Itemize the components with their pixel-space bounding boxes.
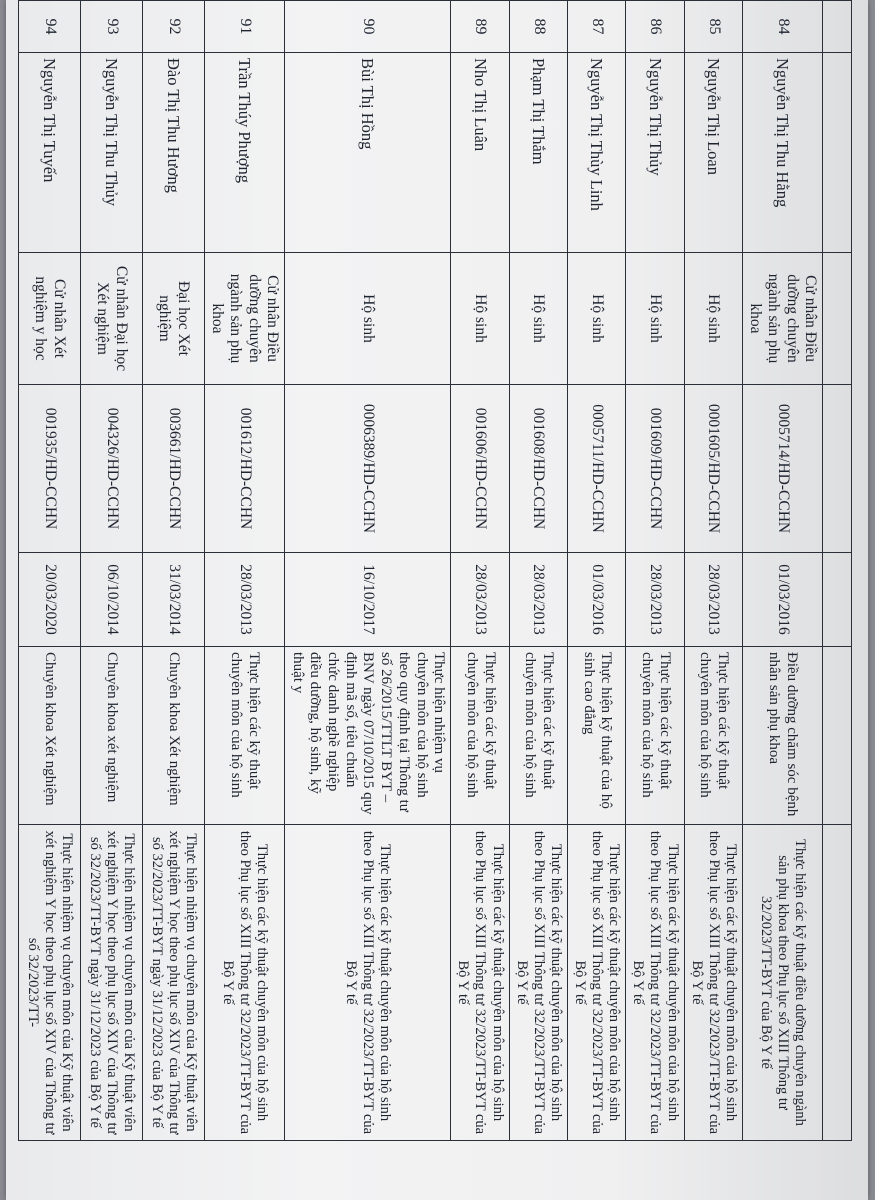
table-row bbox=[567, 1, 625, 1141]
certificate-number: 0005711/HD-CCHN bbox=[567, 385, 625, 553]
row-number: 85 bbox=[684, 1, 742, 53]
certificate-number: 001606/HD-CCHN bbox=[451, 385, 509, 553]
qualification: Cử nhân Xét nghiệm y học bbox=[18, 253, 80, 385]
qualification: Cử nhân Đại học Xét nghiệm bbox=[80, 253, 142, 385]
certificate-number: 004326/HD-CCHN bbox=[80, 385, 142, 553]
staff-name: Trần Thúy Phượng bbox=[204, 53, 284, 253]
qualification: Hộ sinh bbox=[684, 253, 742, 385]
practice-scope: Thực hiện các kỹ thuật điều dưỡng chuyên ngành sản phụ khoa theo Phụ lục số XIII Thông tư 32/2023/TT-BYT của Bộ Y tế bbox=[742, 825, 822, 1141]
issue-date: 28/03/2013 bbox=[204, 553, 284, 647]
table-row bbox=[742, 1, 822, 1141]
specialty: Thực hiện các kỹ thuật chuyên môn của hộ sinh bbox=[509, 647, 567, 825]
practice-scope: Thực hiện nhiệm vụ chuyên môn của Kỹ thuật viên xét nghiệm Y học theo phụ lục số XIV của Thông tư số 32/2023/TT-BYT ngày 31/12/2023 của Bộ Y tế bbox=[80, 825, 142, 1141]
specialty: Chuyên khoa Xét nghiệm bbox=[18, 647, 80, 825]
specialty: Điều dưỡng chăm sóc bệnh nhân sản phụ khoa bbox=[742, 647, 822, 825]
practice-scope: Thực hiện nhiệm vụ chuyên môn của Kỹ thuật viên xét nghiệm Y học theo phụ lục số XIV của Thông tư số 32/2023/TT- bbox=[18, 825, 80, 1141]
specialty: Thực hiện các kỹ thuật chuyên môn của hộ sinh bbox=[626, 647, 684, 825]
certificate-number: 001612/HD-CCHN bbox=[204, 385, 284, 553]
table-row bbox=[626, 1, 684, 1141]
qualification: Hộ sinh bbox=[451, 253, 509, 385]
certificate-number: 003661/HD-CCHN bbox=[142, 385, 204, 553]
table-row bbox=[18, 1, 80, 1141]
table-row bbox=[80, 1, 142, 1141]
certificate-number: 0005714/HD-CCHN bbox=[742, 385, 822, 553]
row-number: 87 bbox=[567, 1, 625, 53]
specialty: Thực hiện các kỹ thuật chuyên môn của hộ sinh bbox=[204, 647, 284, 825]
table-row bbox=[204, 1, 284, 1141]
qualification: Hộ sinh bbox=[509, 253, 567, 385]
specialty: Thực hiện các kỹ thuật chuyên môn của hộ sinh bbox=[451, 647, 509, 825]
practice-scope: Thực hiện các kỹ thuật chuyên môn của hộ sinh theo Phụ lục số XIII Thông tư 32/2023/TT-BYT của Bộ Y tế bbox=[626, 825, 684, 1141]
issue-date: 01/03/2016 bbox=[742, 553, 822, 647]
specialty: Thực hiện nhiệm vụ chuyên môn của hộ sinh theo quy định tại Thông tư số 26/2015/TTLT BYT – BNV ngày 07/10/2015 quy định mã số, tiêu chuẩn chức danh nghề nghiệp điều dưỡng, hộ sinh, kỹ thuật y bbox=[285, 647, 451, 825]
issue-date: 06/10/2014 bbox=[80, 553, 142, 647]
table-row bbox=[509, 1, 567, 1141]
issue-date: 16/10/2017 bbox=[285, 553, 451, 647]
specialty: Thực hiện kỹ thuật của hộ sinh cao đẳng bbox=[567, 647, 625, 825]
certificate-number: 0001605/HD-CCHN bbox=[684, 385, 742, 553]
staff-name: Bùi Thị Hồng bbox=[285, 53, 451, 253]
row-number: 86 bbox=[626, 1, 684, 53]
table-row bbox=[451, 1, 509, 1141]
staff-name: Nguyễn Thị Tuyến bbox=[18, 53, 80, 253]
staff-table bbox=[18, 0, 852, 1141]
staff-name: Nguyễn Thị Thủy bbox=[626, 53, 684, 253]
row-number: 92 bbox=[142, 1, 204, 53]
qualification: Cử nhân Điều dưỡng chuyên ngành sản phụ khoa bbox=[204, 253, 284, 385]
practice-scope: Thực hiện các kỹ thuật chuyên môn của hộ sinh theo Phụ lục số XIII Thông tư 32/2023/TT-BYT của Bộ Y tế bbox=[204, 825, 284, 1141]
staff-name: Nguyễn Thị Thu Thủy bbox=[80, 53, 142, 253]
qualification: Hộ sinh bbox=[285, 253, 451, 385]
staff-name: Đào Thị Thu Hương bbox=[142, 53, 204, 253]
staff-name: Nguyễn Thị Loan bbox=[684, 53, 742, 253]
table-row bbox=[142, 1, 204, 1141]
staff-name: Nguyễn Thị Thùy Linh bbox=[567, 53, 625, 253]
table-row bbox=[684, 1, 742, 1141]
row-number: 94 bbox=[18, 1, 80, 53]
practice-scope: Thực hiện các kỹ thuật chuyên môn của hộ sinh theo Phụ lục số XIII Thông tư 32/2023/TT-BYT của Bộ Y tế bbox=[567, 825, 625, 1141]
row-number: 84 bbox=[742, 1, 822, 53]
row-number: 90 bbox=[285, 1, 451, 53]
certificate-number: 001608/HD-CCHN bbox=[509, 385, 567, 553]
certificate-number: 001935/HD-CCHN bbox=[18, 385, 80, 553]
certificate-number: 001609/HD-CCHN bbox=[626, 385, 684, 553]
issue-date: 31/03/2014 bbox=[142, 553, 204, 647]
staff-name: Nho Thị Luân bbox=[451, 53, 509, 253]
practice-scope: Thực hiện nhiệm vụ chuyên môn của Kỹ thuật viên xét nghiệm Y học theo phụ lục số XIV của Thông tư số 32/2023/TT-BYT ngày 31/12/2023 của Bộ Y tế bbox=[142, 825, 204, 1141]
issue-date: 20/03/2020 bbox=[18, 553, 80, 647]
qualification: Hộ sinh bbox=[567, 253, 625, 385]
staff-name: Phạm Thị Thắm bbox=[509, 53, 567, 253]
issue-date: 28/03/2013 bbox=[509, 553, 567, 647]
issue-date: 01/03/2016 bbox=[567, 553, 625, 647]
qualification: Đại học Xét nghiệm bbox=[142, 253, 204, 385]
document-page bbox=[6, 0, 868, 1200]
practice-scope: Thực hiện các kỹ thuật chuyên môn của hộ sinh theo Phụ lục số XIII Thông tư 32/2023/TT-BYT của Bộ Y tế bbox=[451, 825, 509, 1141]
row-number: 93 bbox=[80, 1, 142, 53]
row-number: 89 bbox=[451, 1, 509, 53]
practice-scope: Thực hiện các kỹ thuật chuyên môn của hộ sinh theo Phụ lục số XIII Thông tư 32/2023/TT-BYT của Bộ Y tế bbox=[285, 825, 451, 1141]
issue-date: 28/03/2013 bbox=[684, 553, 742, 647]
practice-scope: Thực hiện các kỹ thuật chuyên môn của hộ sinh theo Phụ lục số XIII Thông tư 32/2023/TT-BYT của Bộ Y tế bbox=[684, 825, 742, 1141]
practice-scope: Thực hiện các kỹ thuật chuyên môn của hộ sinh theo Phụ lục số XIII Thông tư 32/2023/TT-BYT của Bộ Y tế bbox=[509, 825, 567, 1141]
qualification: Hộ sinh bbox=[626, 253, 684, 385]
issue-date: 28/03/2013 bbox=[451, 553, 509, 647]
staff-name: Nguyễn Thị Thu Hằng bbox=[742, 53, 822, 253]
table-row bbox=[285, 1, 451, 1141]
issue-date: 28/03/2013 bbox=[626, 553, 684, 647]
specialty: Thực hiện các kỹ thuật chuyên môn của hộ sinh bbox=[684, 647, 742, 825]
row-number: 88 bbox=[509, 1, 567, 53]
row-number: 91 bbox=[204, 1, 284, 53]
table-row-top-partial bbox=[823, 1, 852, 1141]
certificate-number: 0006389/HD-CCHN bbox=[285, 385, 451, 553]
specialty: Chuyên khoa xét nghiệm bbox=[80, 647, 142, 825]
qualification: Cử nhân Điều dưỡng chuyên ngành sản phụ khoa bbox=[742, 253, 822, 385]
specialty: Chuyên khoa Xét nghiệm bbox=[142, 647, 204, 825]
rotated-table-sheet bbox=[12, 0, 852, 1140]
